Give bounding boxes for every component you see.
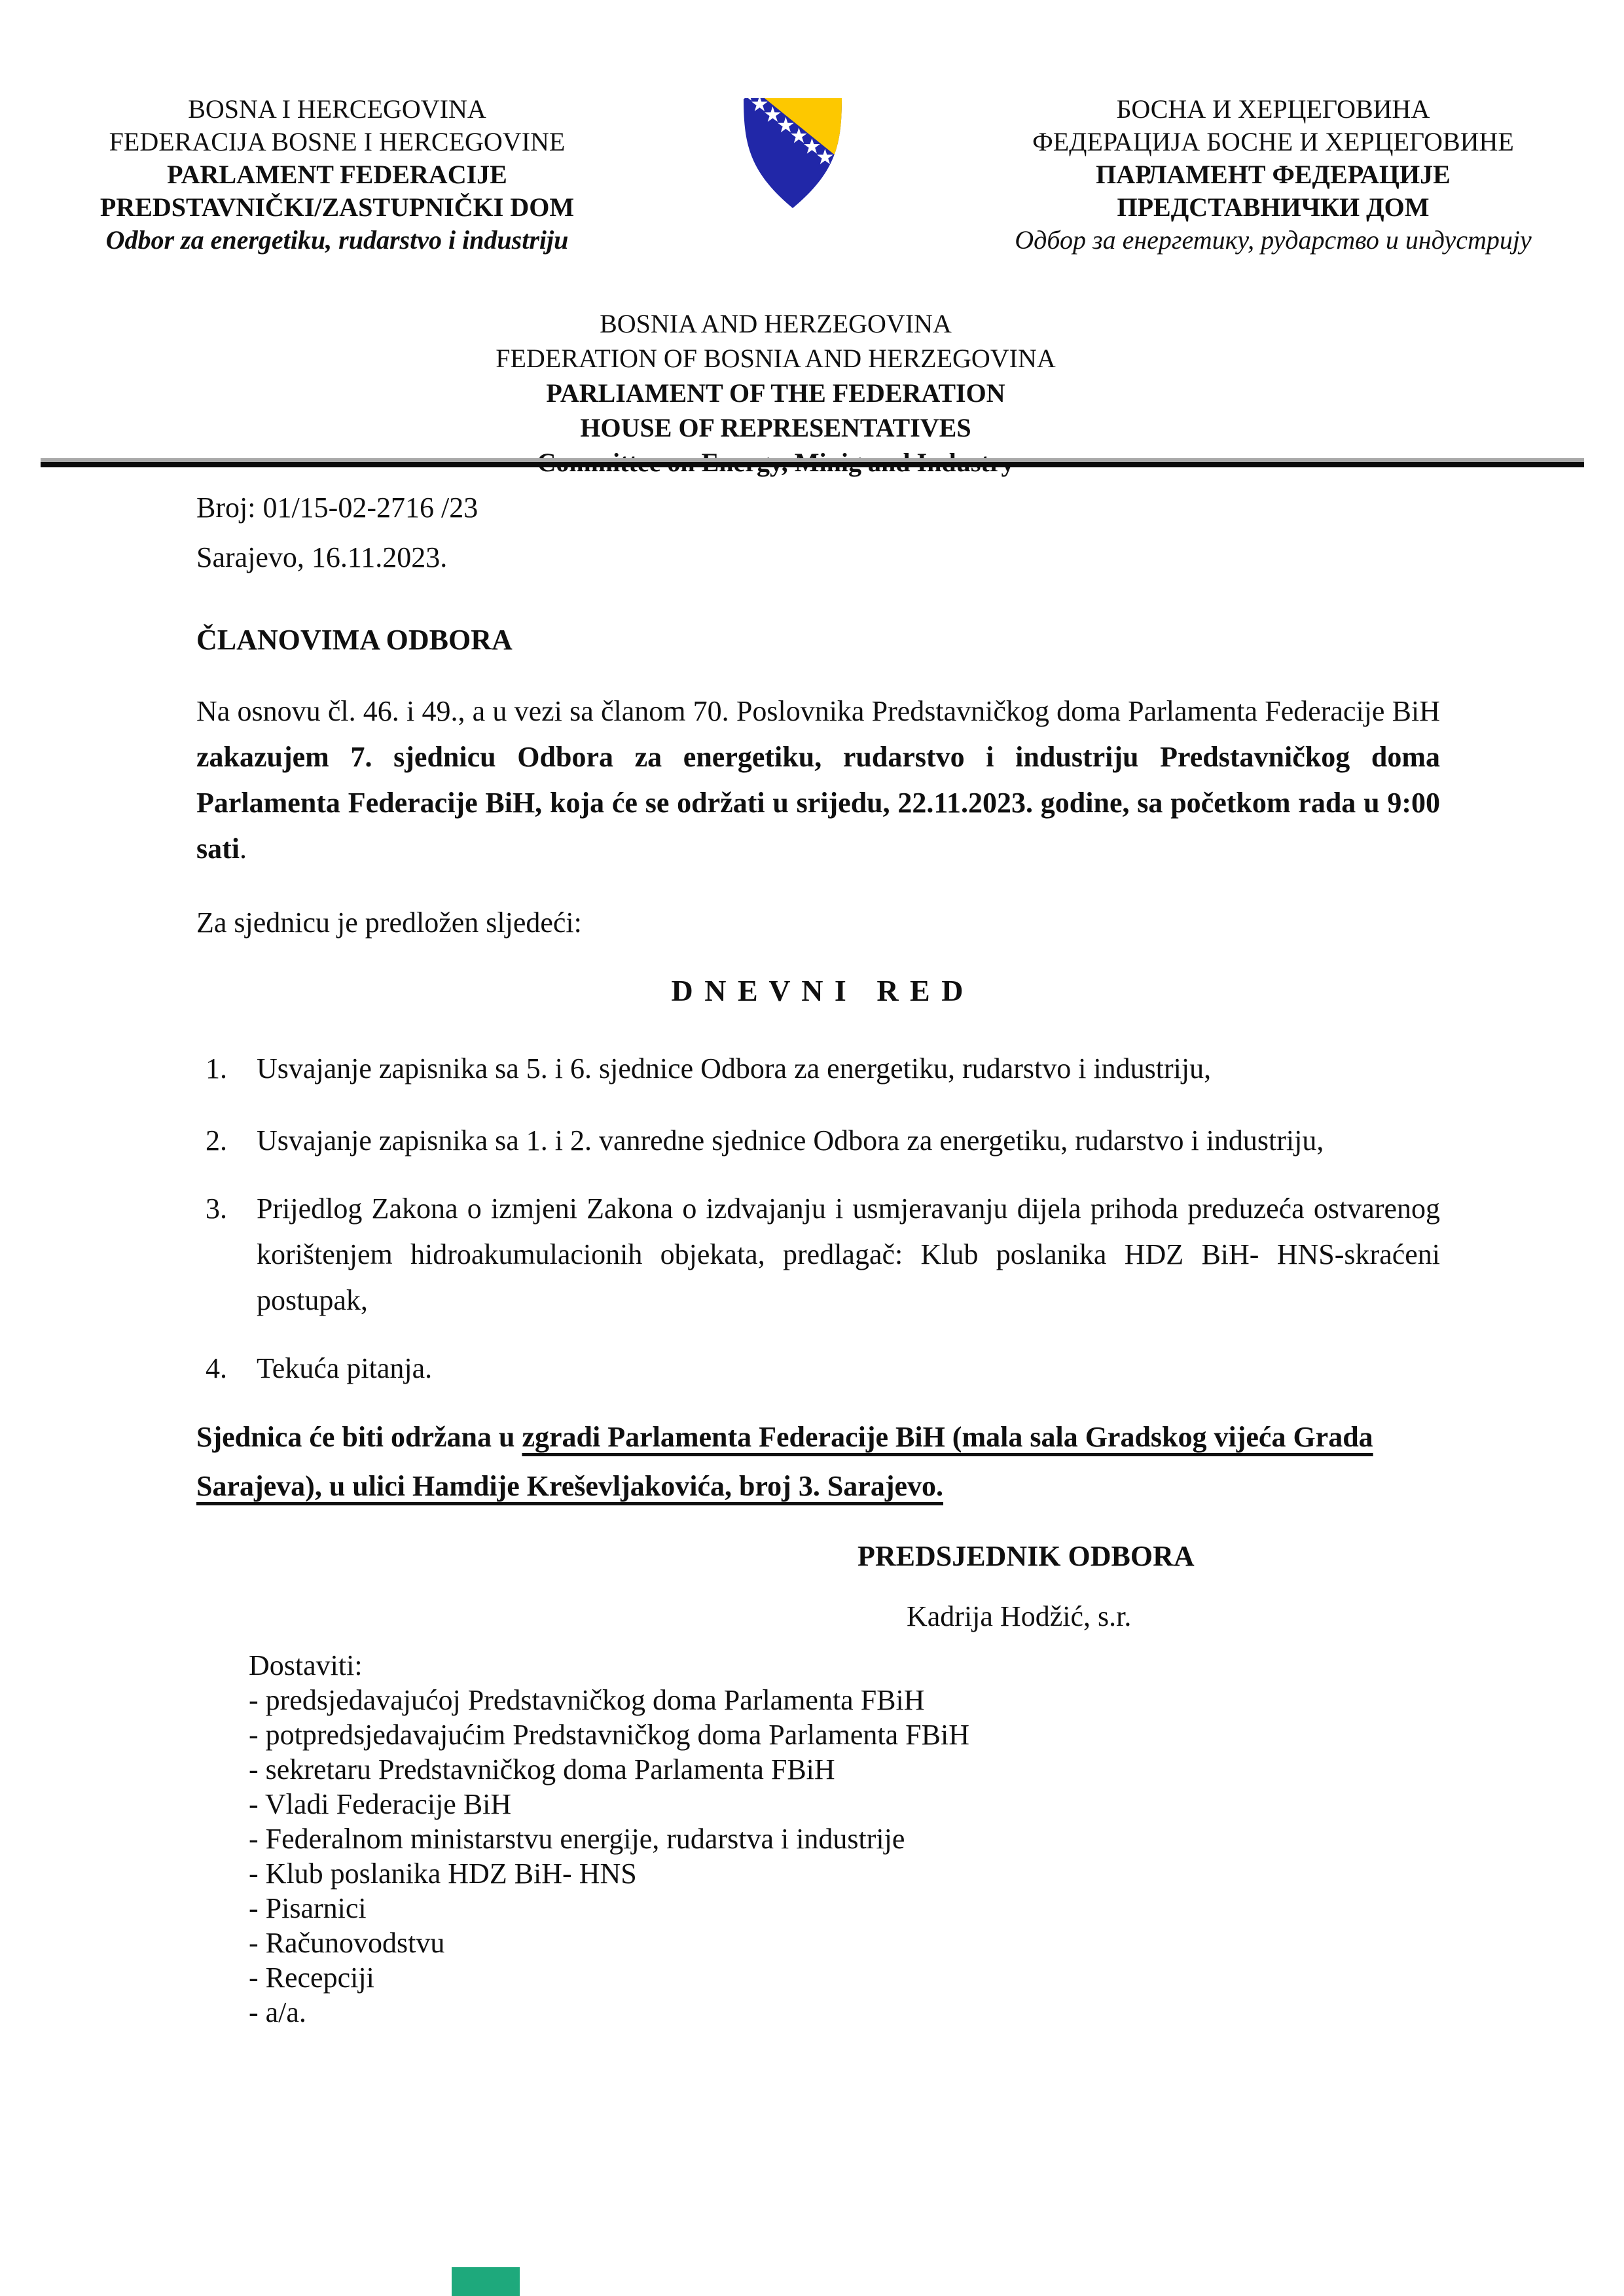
- agenda-item-text: Usvajanje zapisnika sa 1. i 2. vanredne sjednice Odbora za energetiku, rudarstvo i industriju,: [257, 1124, 1324, 1157]
- header-line: BOSNA I HERCEGOVINA: [188, 94, 486, 124]
- header-line: FEDERATION OF BOSNIA AND HERZEGOVINA: [496, 344, 1056, 373]
- agenda-item-1: [196, 1046, 1440, 1092]
- agenda-item-number: 3.: [206, 1193, 227, 1225]
- intro-normal-end: .: [240, 833, 247, 865]
- agenda-item-number: 4.: [206, 1352, 227, 1384]
- distribution-item: - Recepciji: [249, 1962, 374, 1994]
- distribution-item: - potpredsjedavajućim Predstavničkog doma Parlamenta FBiH: [249, 1719, 969, 1751]
- signature-title: PREDSJEDNIK ODBORA: [857, 1540, 1195, 1572]
- agenda-title: D N E V N I R E D: [671, 974, 965, 1007]
- distribution-item: - predsjedavajućoj Predstavničkog doma Parlamenta FBiH: [249, 1684, 925, 1716]
- document-body: [196, 490, 1440, 2030]
- cursor-marker: [452, 2267, 520, 2296]
- agenda-item-2: [196, 1118, 1440, 1164]
- header-line: ФЕДЕРАЦИЈА БОСНЕ И ХЕРЦЕГОВИНЕ: [1032, 127, 1514, 156]
- header-line: PARLAMENT FEDERACIJE: [167, 160, 507, 189]
- bih-coat-of-arms-icon: [737, 94, 848, 213]
- venue-underlined: zgradi Parlamenta Federacije BiH (mala sala Gradskog vijeća Grada Sarajeva), u ulici Hamdije Kreševljakovića, broj 3. Sarajevo.: [196, 1421, 1373, 1502]
- distribution-label: Dostaviti:: [249, 1649, 363, 1681]
- header-line: HOUSE OF REPRESENTATIVES: [580, 413, 971, 442]
- header-line: ПРЕДСТАВНИЧКИ ДОМ: [1117, 192, 1430, 222]
- header-line: PREDSTAVNIČKI/ZASTUPNIČKI DOM: [99, 192, 575, 222]
- agenda-item-text: Prijedlog Zakona o izmjeni Zakona o izdvajanju i usmjeravanju dijela prihoda preduzeća ostvarenog korištenjem hidroakumulacionih objekata, predlagač: Klub poslanika HDZ BiH- HNS-skraćeni postupak,: [257, 1193, 1440, 1316]
- agenda-item-number: 2.: [206, 1124, 227, 1157]
- header-line: BOSNIA AND HERZEGOVINA: [600, 309, 952, 338]
- place-date: Sarajevo, 16.11.2023.: [196, 541, 448, 573]
- agenda-item-number: 1.: [206, 1052, 227, 1085]
- header-line: PARLIAMENT OF THE FEDERATION: [546, 378, 1005, 408]
- header-line: БОСНА И ХЕРЦЕГОВИНА: [1116, 94, 1430, 124]
- intro-bold: zakazujem 7. sjednicu Odbora za energetiku, rudarstvo i industriju Predstavničkog doma Parlamenta Federacije BiH, koja će se održati u srijedu, 22.11.2023. godine, sa početkom rada u 9:00 sati: [196, 741, 1440, 865]
- distribution-item: - Pisarnici: [249, 1892, 367, 1924]
- header-line: FEDERACIJA BOSNE I HERCEGOVINE: [109, 127, 566, 156]
- document-number: Broj: 01/15-02-2716 /23: [196, 492, 478, 524]
- agenda-item-4: [196, 1346, 1440, 1391]
- distribution-item: - Federalnom ministarstvu energije, rudarstva i industrije: [249, 1823, 905, 1855]
- distribution-item: - Računovodstvu: [249, 1927, 445, 1959]
- proposal-line: Za sjednicu je predložen sljedeći:: [196, 906, 582, 939]
- agenda-item-text: Usvajanje zapisnika sa 5. i 6. sjednice Odbora za energetiku, rudarstvo i industriju,: [257, 1052, 1212, 1085]
- separator-rule: [41, 458, 1584, 467]
- salutation: ČLANOVIMA ODBORA: [196, 624, 513, 656]
- distribution-item: - a/a.: [249, 1996, 306, 2028]
- header-left-block: [39, 93, 635, 257]
- intro-paragraph: [196, 689, 1440, 872]
- distribution-item: - Vladi Federacije BiH: [249, 1788, 512, 1820]
- distribution-item: - Klub poslanika HDZ BiH- HNS: [249, 1857, 637, 1890]
- distribution-list: [196, 1648, 1440, 2030]
- intro-normal-start: Na osnovu čl. 46. i 49., a u vezi sa članom 70. Poslovnika Predstavničkog doma Parlamenta Federacije BiH: [196, 695, 1440, 727]
- distribution-item: - sekretaru Predstavničkog doma Parlamenta FBiH: [249, 1753, 835, 1785]
- agenda-item-3: [196, 1186, 1440, 1323]
- header-right-block: [936, 93, 1610, 257]
- committee-name-latin: Odbor za energetiku, rudarstvo i industriju: [105, 225, 569, 255]
- venue-paragraph: [196, 1412, 1440, 1511]
- separator-rule-black: [41, 462, 1584, 467]
- header-english-block: [0, 306, 1551, 480]
- signatory-name: Kadrija Hodžić, s.r.: [907, 1600, 1132, 1632]
- venue-normal: Sjednica će biti održana u: [196, 1421, 522, 1453]
- committee-name-cyrillic: Одбор за енергетику, рударство и индустрију: [1015, 225, 1532, 255]
- agenda-item-text: Tekuća pitanja.: [257, 1352, 433, 1384]
- header-line: ПАРЛАМЕНТ ФЕДЕРАЦИЈЕ: [1096, 160, 1451, 189]
